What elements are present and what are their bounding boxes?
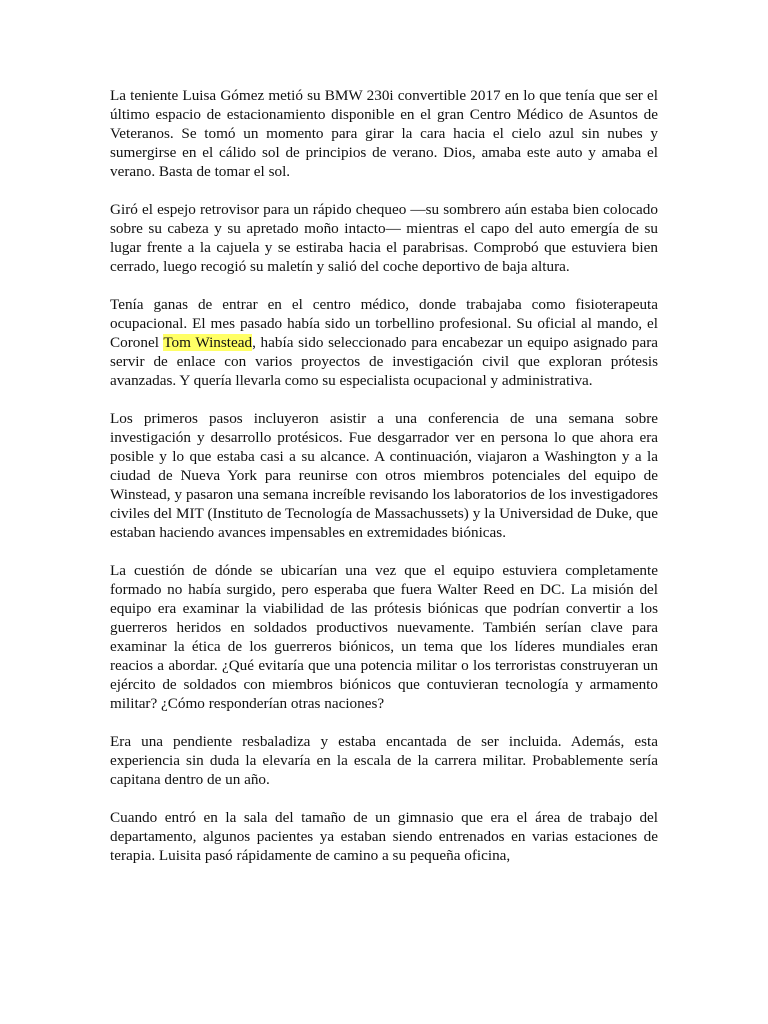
paragraph-5: La cuestión de dónde se ubicarían una vez que el equipo estuviera completamente formado no había surgido, pero esperaba que fuera Walter Reed en DC. La misión del equipo era examinar la viabilidad de las prótesis biónicas que podrían convertir a los guerreros heridos en soldados productivos nuevamente. También serían clave para examinar la ética de los guerreros biónicos, un tema que los líderes mundiales eran reacios a abordar. ¿Qué evitaría que una potencia militar o los terroristas construyeran un ejército de soldados con miembros biónicos que contuvieran tecnología y armamento militar? ¿Cómo responderían otras naciones?: [110, 562, 658, 712]
highlighted-name: Tom Winstead: [163, 334, 253, 351]
paragraph-3: [110, 295, 658, 390]
paragraph-4: Los primeros pasos incluyeron asistir a una conferencia de una semana sobre investigación y desarrollo protésicos. Fue desgarrador ver en persona lo que ahora era posible y lo que estaba casi a su alcance. A continuación, viajaron a Washington y a la ciudad de Nueva York para reunirse con otros miembros potenciales del equipo de Winstead, y pasaron una semana increíble revisando los laboratorios de los investigadores civiles del MIT (Instituto de Tecnología de Massachussets) y la Universidad de Duke, que estaban haciendo avances impensables en extremidades biónicas.: [110, 410, 658, 541]
paragraph-7: Cuando entró en la sala del tamaño de un gimnasio que era el área de trabajo del departamento, algunos pacientes ya estaban siendo entrenados en varias estaciones de terapia. Luisita pasó rápidamente de camino a su pequeña oficina,: [110, 809, 658, 864]
paragraph-3-before: Tenía ganas de entrar en el centro médico, donde trabajaba como fisioterapeuta ocupacional. El mes pasado había sido un torbellino profesional. Su oficial al mando, el Coronel: [110, 296, 658, 351]
paragraph-6: Era una pendiente resbaladiza y estaba encantada de ser incluida. Además, esta experiencia sin duda la elevaría en la escala de la carrera militar. Probablemente sería capitana dentro de un año.: [110, 733, 658, 788]
document-page: [110, 86, 658, 884]
paragraph-3-after: , había sido seleccionado para encabezar un equipo asignado para servir de enlace con varios proyectos de investigación civil que exploran prótesis avanzadas. Y quería llevarla como su especialista ocupacional y administrativa.: [110, 334, 659, 389]
paragraph-1: La teniente Luisa Gómez metió su BMW 230i convertible 2017 en lo que tenía que ser el último espacio de estacionamiento disponible en el gran Centro Médico de Asuntos de Veteranos. Se tomó un momento para girar la cara hacia el cielo azul sin nubes y sumergirse en el cálido sol de principios de verano. Dios, amaba este auto y amaba el verano. Basta de tomar el sol.: [110, 87, 658, 180]
paragraph-2: Giró el espejo retrovisor para un rápido chequeo —su sombrero aún estaba bien colocado sobre su cabeza y su apretado moño intacto— mientras el capo del auto emergía de su lugar frente a la cajuela y se estiraba hacia el parabrisas. Comprobó que estuviera bien cerrado, luego recogió su maletín y salió del coche deportivo de baja altura.: [110, 201, 658, 275]
